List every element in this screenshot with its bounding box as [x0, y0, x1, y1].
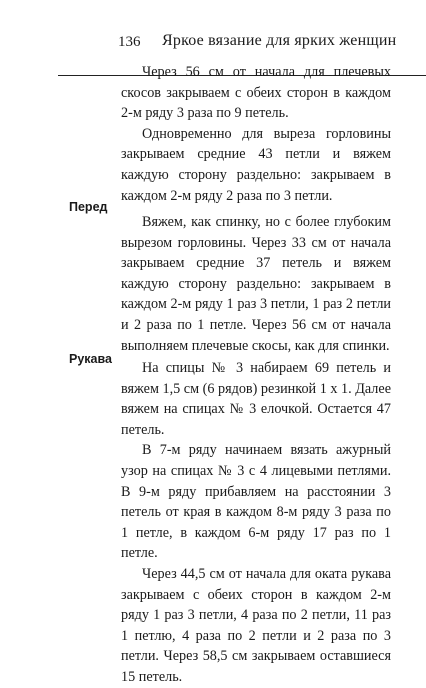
sleeves-section-block [121, 358, 391, 688]
back-continuation-block [121, 62, 391, 206]
paragraph: Через 44,5 см от начала для оката рукава закрываем с обеих сторон в каждом 2-м ряду 1 раз 3 петли, 4 раза по 2 петли, 11 раз 1 петлю, 4 раза по 2 петли и 2 раза по 3 петли. Через 58,5 см закрываем оставшиеся 15 петель. [121, 565, 391, 685]
page-number: 136 [118, 34, 141, 50]
paragraph: Через 56 см от начала для плечевых скосов закрываем с обеих сторон в каждом 2-м ряду 3 раза по 9 петель. [121, 64, 391, 122]
page-header [58, 26, 398, 52]
paragraph: Одновременно для выреза горловины закрываем средние 43 петли и вяжем каждую сторону раздельно: закрываем в каждом 2-м ряду 2 раза по 3 петли. [121, 125, 391, 204]
paragraph: На спицы № 3 набираем 69 петель и вяжем 1,5 см (6 рядов) резинкой 1 х 1. Далее вяжем на спицах № 3 елочкой. Остается 47 петель. [121, 360, 391, 438]
front-section-block [121, 212, 391, 356]
running-title: Яркое вязание для ярких женщин [162, 32, 397, 49]
section-title-sleeves: Рукава [69, 352, 112, 366]
paragraph: В 7-м ряду начинаем вязать ажурный узор на спицах № 3 с 4 лицевыми петлями. В 9-м ряду прибавляем на расстоянии 3 петель от края в каждом 8-м ряду 3 раза по 1 петле, в каждом 6-м ряду 17 раз по 1 петле. [121, 442, 391, 562]
paragraph: Вяжем, как спинку, но с более глубоким вырезом горловины. Через 33 см от начала закрываем средние 37 петель и вяжем каждую сторону раздельно: закрываем в каждом 2-м ряду 1 раз 3 петли, 1 раз 2 петли и 2 раза по 1 петле. Через 56 см от начала выполняем плечевые скосы, как для спинки. [121, 214, 391, 354]
section-title-front: Перед [69, 200, 108, 214]
